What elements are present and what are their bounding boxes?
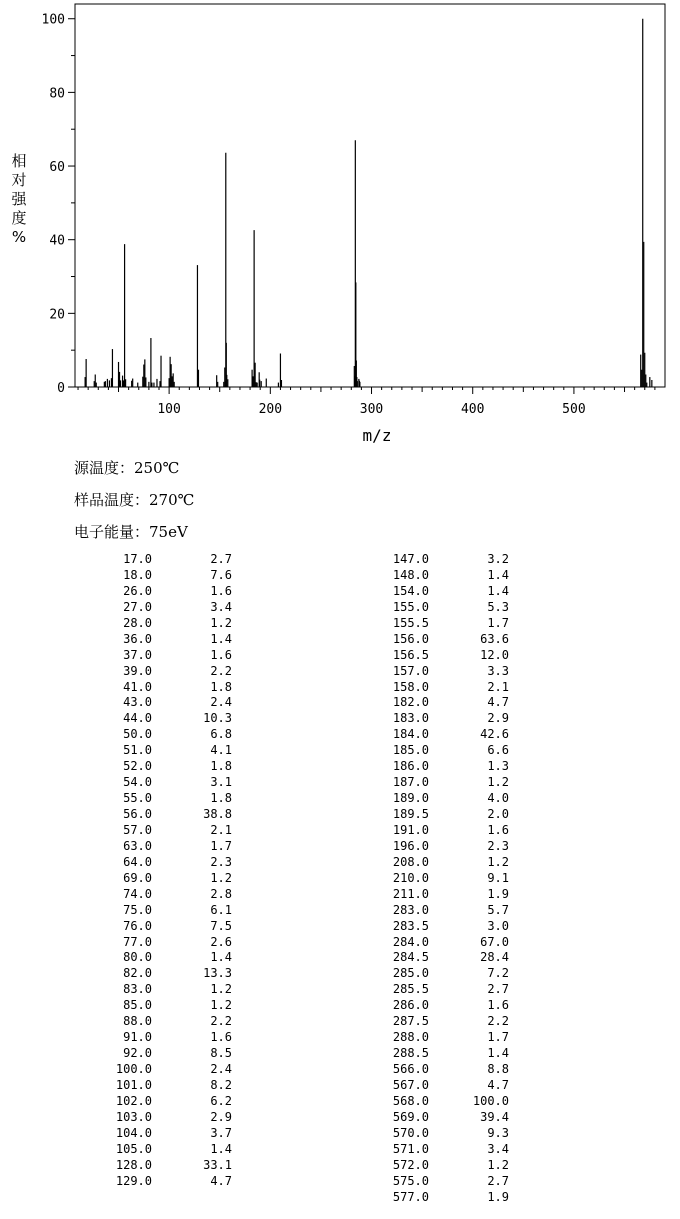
peak-row bbox=[0, 919, 680, 935]
peak-mz: 75.0 bbox=[123, 902, 152, 917]
peak-mz: 57.0 bbox=[123, 822, 152, 837]
peak-mz: 154.0 bbox=[392, 583, 429, 598]
peak-row bbox=[0, 727, 680, 743]
peak-row bbox=[0, 1142, 680, 1158]
peak-row bbox=[0, 648, 680, 664]
peak-intensity: 1.3 bbox=[487, 759, 509, 774]
x-tick-label: 500 bbox=[562, 402, 586, 417]
y-axis-ticks bbox=[42, 13, 75, 396]
peak-intensity: 1.2 bbox=[487, 1157, 509, 1172]
y-axis-label-char: 相 bbox=[11, 152, 27, 170]
peak-row bbox=[0, 711, 680, 727]
peak-mz: 51.0 bbox=[123, 743, 152, 758]
peak-intensity: 1.7 bbox=[210, 838, 232, 853]
peak-intensity: 7.5 bbox=[210, 918, 232, 933]
peak-mz: 577.0 bbox=[392, 1189, 429, 1204]
peak-mz: 158.0 bbox=[392, 679, 429, 694]
peak-row bbox=[0, 823, 680, 839]
y-axis-label bbox=[11, 152, 27, 246]
peak-row bbox=[0, 839, 680, 855]
peak-mz: 128.0 bbox=[115, 1157, 152, 1172]
peak-intensity: 8.2 bbox=[210, 1077, 232, 1092]
peak-mz: 88.0 bbox=[123, 1014, 152, 1029]
peak-row bbox=[0, 695, 680, 711]
peak-mz: 83.0 bbox=[123, 982, 152, 997]
peak-intensity: 4.7 bbox=[487, 1077, 509, 1092]
peak-mz: 157.0 bbox=[392, 663, 429, 678]
peak-intensity: 9.3 bbox=[487, 1125, 509, 1140]
peak-intensity: 12.0 bbox=[480, 647, 509, 662]
peak-mz: 28.0 bbox=[123, 615, 152, 630]
peak-intensity: 1.4 bbox=[487, 583, 509, 598]
peak-row bbox=[0, 1014, 680, 1030]
source-temperature: 源温度：250℃ bbox=[74, 459, 180, 477]
peak-mz: 92.0 bbox=[123, 1046, 152, 1061]
peak-mz: 36.0 bbox=[123, 631, 152, 646]
peak-mz: 156.5 bbox=[392, 647, 429, 662]
peak-mz: 17.0 bbox=[123, 552, 152, 566]
x-tick-label: 100 bbox=[157, 402, 181, 417]
peak-row bbox=[0, 759, 680, 775]
peak-mz: 37.0 bbox=[123, 647, 152, 662]
peak-intensity: 2.7 bbox=[210, 552, 232, 566]
peak-mz: 571.0 bbox=[392, 1141, 429, 1156]
peak-intensity: 2.2 bbox=[487, 1014, 509, 1029]
peak-mz: 76.0 bbox=[123, 918, 152, 933]
peak-mz: 182.0 bbox=[392, 695, 429, 710]
peak-row bbox=[0, 775, 680, 791]
peak-mz: 91.0 bbox=[123, 1030, 152, 1045]
peak-row bbox=[0, 887, 680, 903]
peak-mz: 184.0 bbox=[392, 727, 429, 742]
peak-mz: 187.0 bbox=[392, 775, 429, 790]
peak-row bbox=[0, 807, 680, 823]
peak-mz: 189.5 bbox=[392, 807, 429, 821]
x-tick-label: 400 bbox=[460, 402, 485, 417]
peak-row bbox=[0, 552, 680, 568]
peak-intensity: 100.0 bbox=[472, 1093, 509, 1108]
peak-intensity: 1.4 bbox=[210, 950, 232, 965]
peak-mz: 570.0 bbox=[392, 1125, 429, 1140]
peak-intensity: 1.2 bbox=[487, 854, 509, 869]
peak-intensity: 2.3 bbox=[487, 838, 509, 853]
peak-intensity: 2.3 bbox=[210, 854, 232, 869]
peak-intensity: 1.6 bbox=[487, 998, 509, 1013]
peak-row bbox=[0, 743, 680, 759]
peak-intensity: 1.2 bbox=[210, 870, 232, 885]
peak-mz: 105.0 bbox=[115, 1141, 152, 1156]
peak-intensity: 4.0 bbox=[487, 791, 509, 806]
peak-mz: 101.0 bbox=[115, 1077, 152, 1092]
peak-row bbox=[0, 903, 680, 919]
peak-mz: 288.0 bbox=[392, 1030, 429, 1045]
y-axis-label-char: % bbox=[11, 228, 27, 246]
peak-intensity: 3.4 bbox=[487, 1141, 509, 1156]
peak-mz: 286.0 bbox=[392, 998, 429, 1013]
peak-intensity: 10.3 bbox=[203, 711, 232, 726]
peak-intensity: 1.2 bbox=[210, 998, 232, 1013]
peak-intensity: 4.7 bbox=[487, 695, 509, 710]
peak-mz: 26.0 bbox=[123, 583, 152, 598]
peak-intensity: 2.4 bbox=[210, 1062, 232, 1076]
peak-intensity: 1.6 bbox=[210, 1030, 232, 1045]
peak-mz: 64.0 bbox=[123, 854, 152, 869]
peak-mz: 567.0 bbox=[392, 1077, 429, 1092]
peak-mz: 102.0 bbox=[115, 1093, 152, 1108]
peak-mz: 104.0 bbox=[115, 1125, 152, 1140]
peak-row bbox=[0, 1078, 680, 1094]
peak-mz: 54.0 bbox=[123, 775, 152, 790]
peak-intensity: 1.2 bbox=[487, 775, 509, 790]
peak-mz: 85.0 bbox=[123, 998, 152, 1013]
sample-temperature: 样品温度：270℃ bbox=[74, 491, 195, 509]
peak-intensity: 2.7 bbox=[487, 982, 509, 997]
peak-mz: 148.0 bbox=[392, 567, 429, 582]
x-tick-label: 300 bbox=[359, 402, 384, 417]
peak-intensity: 1.7 bbox=[487, 615, 509, 630]
peak-mz: 129.0 bbox=[115, 1173, 152, 1188]
y-tick-label: 40 bbox=[49, 233, 65, 249]
electron-energy: 电子能量：75eV bbox=[74, 523, 188, 541]
peak-intensity: 42.6 bbox=[480, 727, 509, 742]
peak-intensity: 2.6 bbox=[210, 934, 232, 949]
peak-row bbox=[0, 1110, 680, 1126]
spectrum-peaks bbox=[85, 19, 652, 387]
peak-intensity: 39.4 bbox=[480, 1109, 509, 1124]
peak-mz: 285.5 bbox=[392, 982, 429, 997]
peak-intensity: 1.4 bbox=[210, 631, 232, 646]
peak-row bbox=[0, 950, 680, 966]
peak-mz: 287.5 bbox=[392, 1014, 429, 1029]
peak-mz: 103.0 bbox=[115, 1109, 152, 1124]
peak-intensity: 7.2 bbox=[487, 966, 509, 981]
peak-row bbox=[0, 632, 680, 648]
x-axis-label: m/z bbox=[362, 426, 392, 445]
peak-intensity: 2.9 bbox=[210, 1109, 232, 1124]
peak-intensity: 2.9 bbox=[487, 711, 509, 726]
peak-intensity: 2.0 bbox=[487, 807, 509, 821]
peak-intensity: 2.1 bbox=[210, 822, 232, 837]
peak-mz: 210.0 bbox=[392, 870, 429, 885]
peak-mz: 27.0 bbox=[123, 599, 152, 614]
peak-mz: 80.0 bbox=[123, 950, 152, 965]
y-axis-label-char: 强 bbox=[11, 190, 27, 208]
peak-row bbox=[0, 1046, 680, 1062]
peak-row bbox=[0, 664, 680, 680]
peak-row bbox=[0, 1126, 680, 1142]
peak-intensity: 67.0 bbox=[480, 934, 509, 949]
peak-intensity: 1.4 bbox=[487, 567, 509, 582]
peak-row bbox=[0, 1030, 680, 1046]
peak-row bbox=[0, 680, 680, 696]
peak-intensity: 2.8 bbox=[210, 886, 232, 901]
peak-intensity: 3.1 bbox=[210, 775, 232, 790]
peak-row bbox=[0, 1158, 680, 1174]
peak-intensity: 3.4 bbox=[210, 599, 232, 614]
peak-mz: 43.0 bbox=[123, 695, 152, 710]
peak-intensity: 8.8 bbox=[487, 1062, 509, 1076]
peak-intensity: 5.7 bbox=[487, 902, 509, 917]
peak-intensity: 33.1 bbox=[203, 1157, 232, 1172]
peak-mz: 41.0 bbox=[123, 679, 152, 694]
peak-mz: 185.0 bbox=[392, 743, 429, 758]
peak-mz: 156.0 bbox=[392, 631, 429, 646]
peak-mz: 288.5 bbox=[392, 1046, 429, 1061]
peak-intensity: 8.5 bbox=[210, 1046, 232, 1061]
peak-row bbox=[0, 568, 680, 584]
peak-intensity: 38.8 bbox=[203, 807, 232, 821]
peak-row bbox=[0, 998, 680, 1014]
x-axis-ticks bbox=[78, 387, 655, 417]
peak-mz: 196.0 bbox=[392, 838, 429, 853]
peak-intensity: 2.2 bbox=[210, 663, 232, 678]
peak-mz: 77.0 bbox=[123, 934, 152, 949]
peak-intensity: 1.8 bbox=[210, 791, 232, 806]
plot-frame bbox=[75, 4, 665, 387]
y-tick-label: 0 bbox=[57, 381, 65, 396]
peak-mz: 284.5 bbox=[392, 950, 429, 965]
peak-intensity: 13.3 bbox=[203, 966, 232, 981]
peak-mz: 18.0 bbox=[123, 567, 152, 582]
peak-intensity: 1.4 bbox=[487, 1046, 509, 1061]
peak-mz: 211.0 bbox=[392, 886, 429, 901]
peak-intensity: 4.1 bbox=[210, 743, 232, 758]
peak-row bbox=[0, 871, 680, 887]
peak-intensity: 1.4 bbox=[210, 1141, 232, 1156]
peak-mz: 155.0 bbox=[392, 599, 429, 614]
peak-row bbox=[0, 791, 680, 807]
peak-mz: 283.0 bbox=[392, 902, 429, 917]
peak-intensity: 4.7 bbox=[210, 1173, 232, 1188]
peak-intensity: 3.3 bbox=[487, 663, 509, 678]
mass-spectrum-chart bbox=[0, 0, 680, 450]
peak-intensity: 2.1 bbox=[487, 679, 509, 694]
plot-border bbox=[75, 4, 665, 387]
y-tick-label: 20 bbox=[49, 307, 65, 323]
peak-mz: 155.5 bbox=[392, 615, 429, 630]
peak-intensity: 3.7 bbox=[210, 1125, 232, 1140]
peak-intensity: 1.6 bbox=[487, 822, 509, 837]
peak-intensity: 2.7 bbox=[487, 1173, 509, 1188]
peak-intensity: 9.1 bbox=[487, 870, 509, 885]
peak-row bbox=[0, 982, 680, 998]
peak-mz: 69.0 bbox=[123, 870, 152, 885]
peak-mz: 208.0 bbox=[392, 854, 429, 869]
peak-mz: 52.0 bbox=[123, 759, 152, 774]
y-axis-label-char: 对 bbox=[11, 171, 27, 189]
peak-intensity: 1.2 bbox=[210, 982, 232, 997]
peak-mz: 186.0 bbox=[392, 759, 429, 774]
peak-mz: 283.5 bbox=[392, 918, 429, 933]
peak-row bbox=[0, 1062, 680, 1078]
peak-mz: 572.0 bbox=[392, 1157, 429, 1172]
peak-intensity: 1.9 bbox=[487, 1189, 509, 1204]
peak-mz: 74.0 bbox=[123, 886, 152, 901]
peak-mz: 285.0 bbox=[392, 966, 429, 981]
peak-intensity: 6.2 bbox=[210, 1093, 232, 1108]
peak-mz: 50.0 bbox=[123, 727, 152, 742]
peak-mz: 44.0 bbox=[123, 711, 152, 726]
peak-mz: 55.0 bbox=[123, 791, 152, 806]
peak-mz: 575.0 bbox=[392, 1173, 429, 1188]
peak-mz: 100.0 bbox=[115, 1062, 152, 1076]
peak-intensity: 5.3 bbox=[487, 599, 509, 614]
peak-intensity: 1.8 bbox=[210, 759, 232, 774]
peak-table-right bbox=[0, 552, 680, 1205]
y-tick-label: 60 bbox=[49, 160, 65, 176]
peak-mz: 284.0 bbox=[392, 934, 429, 949]
peak-mz: 189.0 bbox=[392, 791, 429, 806]
x-tick-label: 200 bbox=[258, 402, 283, 417]
peak-intensity: 2.2 bbox=[210, 1014, 232, 1029]
peak-intensity: 1.6 bbox=[210, 647, 232, 662]
peak-row bbox=[0, 855, 680, 871]
peak-intensity: 6.6 bbox=[487, 743, 509, 758]
peak-mz: 56.0 bbox=[123, 807, 152, 821]
peak-mz: 569.0 bbox=[392, 1109, 429, 1124]
peak-intensity: 6.1 bbox=[210, 902, 232, 917]
peak-mz: 568.0 bbox=[392, 1093, 429, 1108]
peak-mz: 63.0 bbox=[123, 838, 152, 853]
peak-intensity: 7.6 bbox=[210, 567, 232, 582]
peak-row bbox=[0, 935, 680, 951]
peak-row bbox=[0, 600, 680, 616]
peak-intensity: 3.0 bbox=[487, 918, 509, 933]
peak-mz: 39.0 bbox=[123, 663, 152, 678]
peak-intensity: 63.6 bbox=[480, 631, 509, 646]
peak-mz: 82.0 bbox=[123, 966, 152, 981]
y-tick-label: 100 bbox=[41, 12, 65, 28]
peak-intensity: 28.4 bbox=[480, 950, 509, 965]
peak-intensity: 6.8 bbox=[210, 727, 232, 742]
peak-row bbox=[0, 966, 680, 982]
peak-intensity: 1.2 bbox=[210, 615, 232, 630]
peak-intensity: 2.4 bbox=[210, 695, 232, 710]
peak-mz: 191.0 bbox=[392, 822, 429, 837]
y-axis-label-char: 度 bbox=[11, 209, 27, 227]
peak-row bbox=[0, 1094, 680, 1110]
peak-intensity: 1.8 bbox=[210, 679, 232, 694]
y-tick-label: 80 bbox=[49, 86, 65, 102]
peak-row bbox=[0, 1190, 680, 1206]
peak-row bbox=[0, 584, 680, 600]
peak-mz: 147.0 bbox=[392, 552, 429, 566]
peak-row bbox=[0, 616, 680, 632]
peak-intensity: 3.2 bbox=[487, 552, 509, 566]
peak-intensity: 1.7 bbox=[487, 1030, 509, 1045]
peak-intensity: 1.6 bbox=[210, 583, 232, 598]
peak-mz: 566.0 bbox=[392, 1062, 429, 1076]
peak-row bbox=[0, 1174, 680, 1190]
peak-intensity: 1.9 bbox=[487, 886, 509, 901]
peak-mz: 183.0 bbox=[392, 711, 429, 726]
